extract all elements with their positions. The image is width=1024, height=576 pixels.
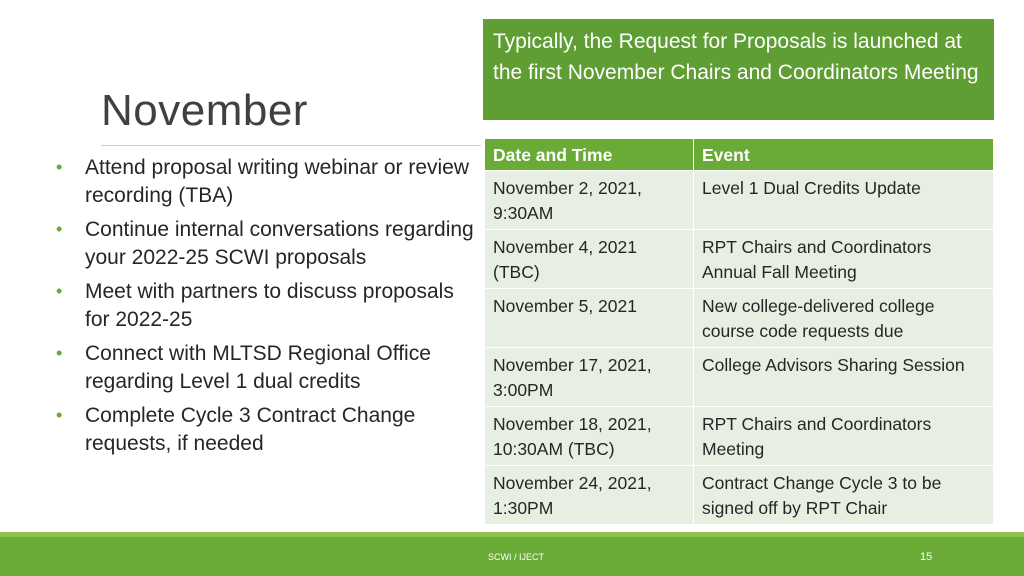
event-cell: Contract Change Cycle 3 to be signed off by RPT Chair [694, 466, 994, 525]
table-row [485, 171, 994, 230]
date-cell: November 17, 2021, 3:00PM [485, 348, 694, 407]
bullet-icon: • [56, 281, 63, 301]
bullet-text: Meet with partners to discuss proposals for 2022-25 [85, 280, 454, 331]
bullet-item [56, 216, 476, 271]
footer-text: SCWI / IJECT [488, 552, 544, 562]
date-cell: November 24, 2021, 1:30PM [485, 466, 694, 525]
page-number: 15 [920, 551, 933, 563]
slide-title: November [101, 86, 308, 135]
bullet-icon: • [56, 157, 63, 177]
event-cell: Level 1 Dual Credits Update [694, 171, 994, 230]
bullet-item [56, 402, 476, 457]
bullet-icon: • [56, 219, 63, 239]
header-event: Event [694, 139, 994, 171]
date-cell: November 18, 2021, 10:30AM (TBC) [485, 407, 694, 466]
title-divider [101, 145, 481, 146]
bullet-list [56, 154, 476, 464]
bullet-text: Complete Cycle 3 Contract Change requests, if needed [85, 404, 416, 455]
event-cell: RPT Chairs and Coordinators Annual Fall Meeting [694, 230, 994, 289]
callout-box: Typically, the Request for Proposals is launched at the first November Chairs and Coordinators Meeting [483, 19, 994, 120]
table-row [485, 230, 994, 289]
event-cell: New college-delivered college course code requests due [694, 289, 994, 348]
bullet-text: Continue internal conversations regarding your 2022-25 SCWI proposals [85, 218, 474, 269]
date-cell: November 5, 2021 [485, 289, 694, 348]
table-row [485, 289, 994, 348]
bullet-item [56, 154, 476, 209]
event-cell: College Advisors Sharing Session [694, 348, 994, 407]
bullet-text: Connect with MLTSD Regional Office regarding Level 1 dual credits [85, 342, 431, 393]
bullet-icon: • [56, 343, 63, 363]
date-cell: November 2, 2021, 9:30AM [485, 171, 694, 230]
bullet-text: Attend proposal writing webinar or review recording (TBA) [85, 156, 470, 207]
header-date-time: Date and Time [485, 139, 694, 171]
bullet-item [56, 340, 476, 395]
events-table [484, 138, 994, 525]
table-row [485, 466, 994, 525]
date-cell: November 4, 2021 (TBC) [485, 230, 694, 289]
event-cell: RPT Chairs and Coordinators Meeting [694, 407, 994, 466]
table-row [485, 348, 994, 407]
table-header-row [485, 139, 994, 171]
bullet-icon: • [56, 405, 63, 425]
table-row [485, 407, 994, 466]
bullet-item [56, 278, 476, 333]
